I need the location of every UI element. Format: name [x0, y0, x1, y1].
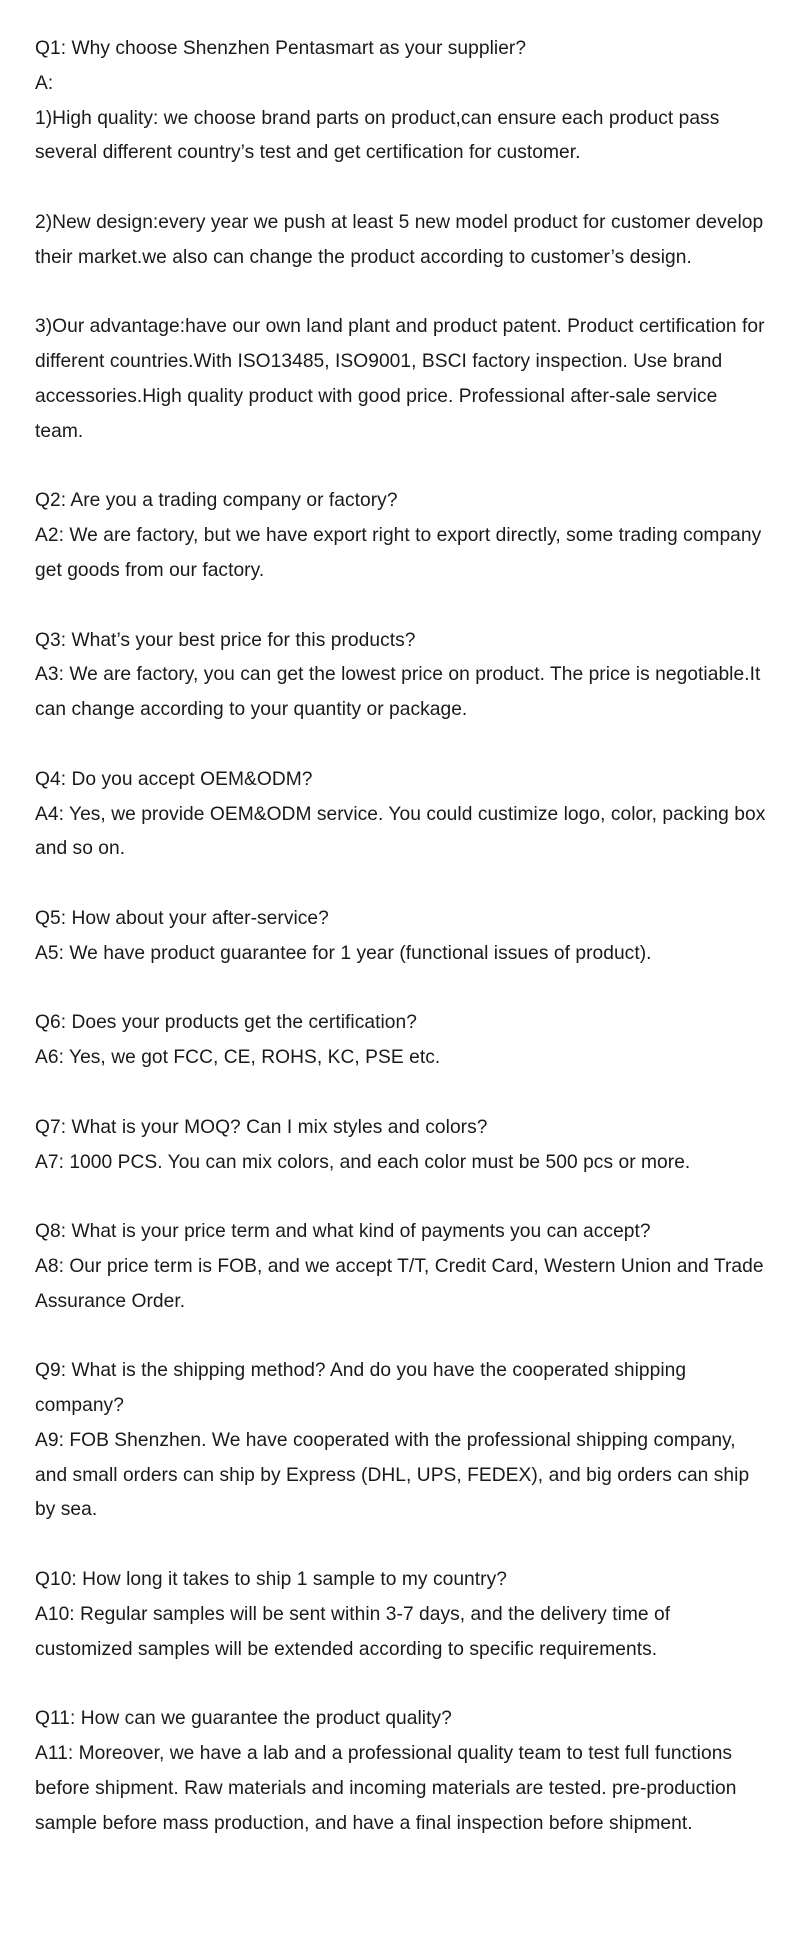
- faq-block-q8: [35, 1215, 770, 1319]
- answer-text: A7: 1000 PCS. You can mix colors, and each color must be 500 pcs or more.: [35, 1151, 691, 1173]
- answer-text: 3)Our advantage:have our own land plant and product patent. Product certification for different countries.With ISO13485, ISO9001, BSCI factory inspection. Use brand accessories.High quality product with good price. Professional after-sale service team.: [35, 316, 765, 442]
- faq-block-q11: [35, 1702, 770, 1841]
- question-text: Q6: Does your products get the certification?: [35, 1012, 417, 1034]
- faq-block-q1-point3: [35, 310, 770, 449]
- question-text: Q3: What’s your best price for this products?: [35, 629, 416, 651]
- faq-block-q9: [35, 1354, 770, 1528]
- answer-text: A9: FOB Shenzhen. We have cooperated with the professional shipping company, and small orders can ship by Express (DHL, UPS, FEDEX), and big orders can ship by sea.: [35, 1429, 750, 1521]
- faq-block-q6: [35, 1006, 770, 1076]
- faq-block-q4: [35, 763, 770, 867]
- answer-text: A4: Yes, we provide OEM&ODM service. You could custimize logo, color, packing box and so on.: [35, 803, 766, 860]
- question-text: Q2: Are you a trading company or factory?: [35, 490, 398, 512]
- answer-text: A3: We are factory, you can get the lowest price on product. The price is negotiable.It can change according to your quantity or package.: [35, 664, 761, 721]
- answer-text: A2: We are factory, but we have export right to export directly, some trading company get goods from our factory.: [35, 525, 762, 581]
- answer-text: 2)New design:every year we push at least 5 new model product for customer develop their market.we also can change the product according to customer’s design.: [35, 211, 764, 268]
- faq-block-q2: [35, 484, 770, 588]
- faq-block-q5: [35, 902, 770, 972]
- question-text: Q8: What is your price term and what kind of payments you can accept?: [35, 1221, 651, 1243]
- answer-text: A5: We have product guarantee for 1 year (functional issues of product).: [35, 942, 652, 964]
- faq-block-q3: [35, 624, 770, 728]
- answer-text: A8: Our price term is FOB, and we accept T/T, Credit Card, Western Union and Trade Assurance Order.: [35, 1255, 764, 1312]
- answer-text: A10: Regular samples will be sent within 3-7 days, and the delivery time of customized samples will be extended according to specific requirements.: [35, 1603, 671, 1660]
- question-text: Q1: Why choose Shenzhen Pentasmart as your supplier?: [35, 38, 527, 59]
- faq-block-q10: [35, 1563, 770, 1667]
- question-text: Q4: Do you accept OEM&ODM?: [35, 768, 313, 790]
- answer-text: 1)High quality: we choose brand parts on product,can ensure each product pass several different country’s test and get certification for customer.: [35, 107, 720, 164]
- answer-text: A11: Moreover, we have a lab and a professional quality team to test full functions before shipment. Raw materials and incoming materials are tested. pre-production sample before mass production, and have a final inspection before shipment.: [35, 1743, 737, 1834]
- question-text: Q5: How about your after-service?: [35, 907, 329, 929]
- question-text: Q11: How can we guarantee the product quality?: [35, 1708, 452, 1730]
- question-text: Q9: What is the shipping method? And do you have the cooperated shipping company?: [35, 1360, 687, 1417]
- question-text: Q7: What is your MOQ? Can I mix styles and colors?: [35, 1116, 488, 1138]
- faq-document: [35, 32, 770, 1876]
- question-text: Q10: How long it takes to ship 1 sample to my country?: [35, 1569, 507, 1591]
- answer-text: A6: Yes, we got FCC, CE, ROHS, KC, PSE etc.: [35, 1047, 441, 1069]
- faq-block-q1-point2: [35, 206, 770, 276]
- answer-label: A:: [35, 72, 54, 94]
- faq-block-q7: [35, 1111, 770, 1181]
- faq-block-q1: [35, 32, 770, 171]
